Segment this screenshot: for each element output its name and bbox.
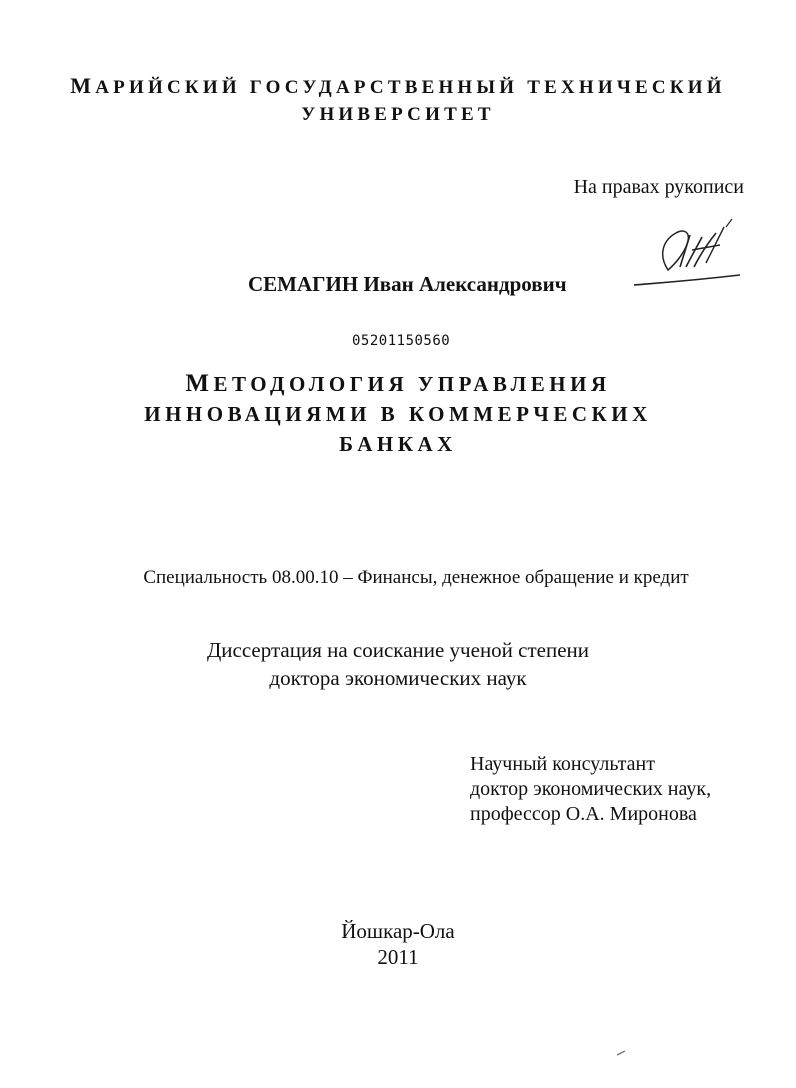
- city: Йошкар-Ола: [341, 919, 455, 943]
- degree-line-1: Диссертация на соискание ученой степени: [206, 638, 590, 662]
- advisor-line-3: профессор О.А. Миронова: [470, 803, 697, 825]
- catalog-code: 05201150560: [352, 333, 451, 349]
- title-line-2: ИННОВАЦИЯМИ В КОММЕРЧЕСКИХ: [144, 402, 652, 426]
- dissertation-title: [100, 369, 696, 459]
- year: 2011: [377, 945, 419, 969]
- place-and-year: [300, 918, 496, 970]
- degree-statement: [160, 636, 636, 692]
- signature-icon: [628, 215, 748, 300]
- title-line-1: МЕТОДОЛОГИЯ УПРАВЛЕНИЯ: [185, 370, 611, 397]
- university-line-2: УНИВЕРСИТЕТ: [301, 104, 495, 125]
- university-header: [60, 72, 736, 128]
- scan-mark-icon: [616, 1050, 628, 1056]
- degree-line-2: доктора экономических наук: [269, 666, 527, 690]
- title-line-3: БАНКАХ: [339, 432, 457, 456]
- advisor-line-2: доктор экономических наук,: [470, 778, 712, 800]
- rights-note: На правах рукописи: [573, 176, 744, 198]
- scientific-advisor: [470, 752, 770, 827]
- university-line-1: МАРИЙСКИЙ ГОСУДАРСТВЕННЫЙ ТЕХНИЧЕСКИЙ: [70, 73, 726, 98]
- specialty: Специальность 08.00.10 – Финансы, денежное обращение и кредит: [143, 567, 689, 588]
- author-name: СЕМАГИН Иван Александрович: [248, 272, 567, 296]
- advisor-line-1: Научный консультант: [470, 753, 655, 775]
